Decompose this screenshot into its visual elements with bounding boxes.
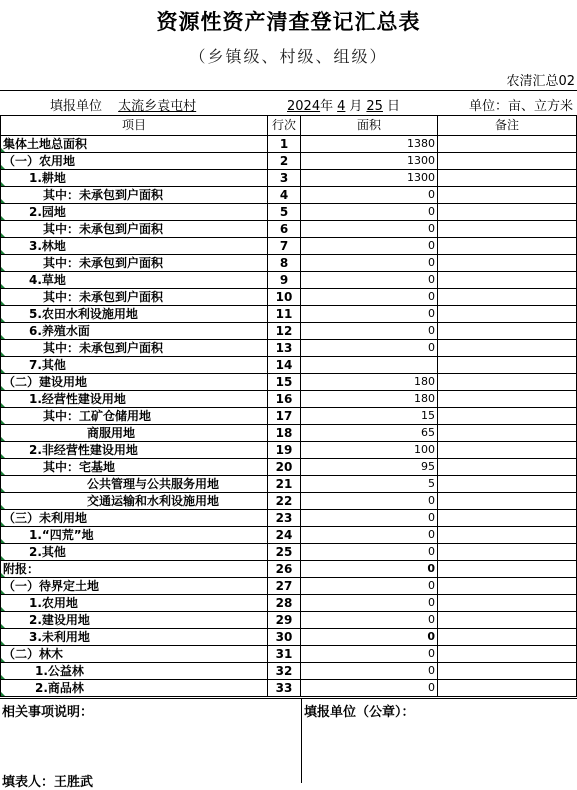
report-year: 2024	[287, 99, 321, 114]
row-note-cell	[438, 340, 577, 357]
row-area-value: 0	[301, 544, 438, 561]
row-item-label: 其中：未承包到户面积	[1, 255, 268, 272]
row-note-cell	[438, 289, 577, 306]
table-row	[1, 255, 577, 272]
row-line-number: 28	[268, 595, 301, 612]
summary-table	[0, 115, 577, 697]
row-item-label: 公共管理与公共服务用地	[1, 476, 268, 493]
table-row	[1, 442, 577, 459]
row-area-value: 0	[301, 187, 438, 204]
row-note-cell	[438, 578, 577, 595]
row-item-label: 7.其他	[1, 357, 268, 374]
row-line-number: 2	[268, 153, 301, 170]
row-item-label: 1.耕地	[1, 170, 268, 187]
row-line-number: 19	[268, 442, 301, 459]
row-line-number: 14	[268, 357, 301, 374]
table-row	[1, 425, 577, 442]
row-item-label: （二）建设用地	[1, 374, 268, 391]
row-item-label: 2.建设用地	[1, 612, 268, 629]
reporting-unit-value: 太流乡袁屯村	[118, 99, 197, 114]
table-row	[1, 527, 577, 544]
row-note-cell	[438, 323, 577, 340]
row-area-value: 1300	[301, 170, 438, 187]
row-item-label: 集体土地总面积	[1, 136, 268, 153]
row-area-value: 0	[301, 323, 438, 340]
row-note-cell	[438, 408, 577, 425]
page-subtitle: （乡镇级、村级、组级）	[189, 47, 388, 66]
row-area-value: 15	[301, 408, 438, 425]
table-row	[1, 136, 577, 153]
row-area-value: 5	[301, 476, 438, 493]
row-note-cell	[438, 136, 577, 153]
row-line-number: 24	[268, 527, 301, 544]
row-note-cell	[438, 561, 577, 578]
row-line-number: 29	[268, 612, 301, 629]
row-area-value: 0	[301, 238, 438, 255]
row-item-label: 2.园地	[1, 204, 268, 221]
row-item-label: （一）农用地	[1, 153, 268, 170]
table-row	[1, 272, 577, 289]
table-row	[1, 595, 577, 612]
table-row	[1, 204, 577, 221]
row-item-label: 1.“四荒”地	[1, 527, 268, 544]
table-row	[1, 646, 577, 663]
row-item-label: 交通运输和水利设施用地	[1, 493, 268, 510]
row-note-cell	[438, 663, 577, 680]
row-line-number: 17	[268, 408, 301, 425]
row-note-cell	[438, 510, 577, 527]
row-line-number: 25	[268, 544, 301, 561]
table-row	[1, 663, 577, 680]
row-item-label: 2.其他	[1, 544, 268, 561]
table-row	[1, 153, 577, 170]
row-note-cell	[438, 204, 577, 221]
row-item-label: 1.经营性建设用地	[1, 391, 268, 408]
table-row	[1, 391, 577, 408]
row-area-value: 0	[301, 527, 438, 544]
table-row	[1, 612, 577, 629]
row-area-value: 0	[301, 340, 438, 357]
row-item-label: 2.非经营性建设用地	[1, 442, 268, 459]
row-item-label: 6.养殖水面	[1, 323, 268, 340]
row-note-cell	[438, 357, 577, 374]
table-row	[1, 544, 577, 561]
row-item-label: 附报：	[1, 561, 268, 578]
column-header-item: 项目	[1, 116, 268, 136]
row-line-number: 20	[268, 459, 301, 476]
row-item-label: 其中：未承包到户面积	[1, 221, 268, 238]
row-item-label: 其中：工矿仓储用地	[1, 408, 268, 425]
row-note-cell	[438, 595, 577, 612]
row-area-value: 0	[301, 272, 438, 289]
table-row	[1, 238, 577, 255]
row-area-value: 0	[301, 510, 438, 527]
row-area-value: 95	[301, 459, 438, 476]
row-area-value: 0	[301, 289, 438, 306]
table-row	[1, 629, 577, 646]
row-area-value: 180	[301, 391, 438, 408]
table-row	[1, 680, 577, 697]
table-row	[1, 510, 577, 527]
row-note-cell	[438, 425, 577, 442]
row-item-label: 其中：未承包到户面积	[1, 289, 268, 306]
column-header-area: 面积	[301, 116, 438, 136]
row-note-cell	[438, 612, 577, 629]
row-item-label: 2.商品林	[1, 680, 268, 697]
row-item-label: （一）待界定土地	[1, 578, 268, 595]
column-header-line: 行次	[268, 116, 301, 136]
row-note-cell	[438, 391, 577, 408]
form-number: 农清汇总02	[506, 74, 575, 89]
row-note-cell	[438, 255, 577, 272]
row-line-number: 33	[268, 680, 301, 697]
row-line-number: 32	[268, 663, 301, 680]
row-area-value: 0	[301, 255, 438, 272]
row-note-cell	[438, 272, 577, 289]
row-area-value: 0	[301, 595, 438, 612]
row-item-label: 1.农用地	[1, 595, 268, 612]
column-header-note: 备注	[438, 116, 577, 136]
row-item-label: 其中：宅基地	[1, 459, 268, 476]
measure-unit: 单位：亩、立方米	[468, 99, 573, 114]
row-line-number: 3	[268, 170, 301, 187]
row-note-cell	[438, 629, 577, 646]
row-line-number: 7	[268, 238, 301, 255]
footer	[0, 698, 577, 790]
table-row	[1, 306, 577, 323]
day-suffix: 日	[386, 99, 400, 114]
row-note-cell	[438, 493, 577, 510]
row-line-number: 11	[268, 306, 301, 323]
row-note-cell	[438, 187, 577, 204]
row-note-cell	[438, 306, 577, 323]
row-area-value: 0	[301, 629, 438, 646]
row-note-cell	[438, 374, 577, 391]
month-suffix: 月	[349, 99, 363, 114]
row-note-cell	[438, 221, 577, 238]
row-item-label: 3.未利用地	[1, 629, 268, 646]
row-line-number: 1	[268, 136, 301, 153]
row-area-value: 0	[301, 561, 438, 578]
row-note-cell	[438, 476, 577, 493]
row-line-number: 4	[268, 187, 301, 204]
row-item-label: 5.农田水利设施用地	[1, 306, 268, 323]
page-title: 资源性资产清查登记汇总表	[156, 10, 421, 34]
table-header-row	[1, 116, 577, 136]
row-note-cell	[438, 238, 577, 255]
row-area-value: 100	[301, 442, 438, 459]
row-line-number: 13	[268, 340, 301, 357]
row-area-value: 0	[301, 306, 438, 323]
report-day: 25	[366, 99, 383, 114]
row-line-number: 22	[268, 493, 301, 510]
row-line-number: 6	[268, 221, 301, 238]
table-row	[1, 459, 577, 476]
row-item-label: 其中：未承包到户面积	[1, 187, 268, 204]
row-item-label: （三）未利用地	[1, 510, 268, 527]
row-line-number: 5	[268, 204, 301, 221]
row-area-value: 0	[301, 204, 438, 221]
report-date	[287, 95, 400, 114]
row-item-label: 1.公益林	[1, 663, 268, 680]
row-area-value: 0	[301, 493, 438, 510]
year-suffix: 年	[320, 99, 334, 114]
reporting-unit-label: 填报单位	[50, 99, 103, 114]
row-line-number: 15	[268, 374, 301, 391]
table-row	[1, 187, 577, 204]
row-area-value: 0	[301, 578, 438, 595]
table-row	[1, 476, 577, 493]
footer-divider	[301, 699, 302, 783]
row-note-cell	[438, 646, 577, 663]
row-line-number: 23	[268, 510, 301, 527]
row-area-value: 180	[301, 374, 438, 391]
row-line-number: 12	[268, 323, 301, 340]
row-area-value: 65	[301, 425, 438, 442]
row-area-value: 0	[301, 663, 438, 680]
row-note-cell	[438, 680, 577, 697]
row-line-number: 31	[268, 646, 301, 663]
row-line-number: 10	[268, 289, 301, 306]
table-row	[1, 221, 577, 238]
row-item-label: （二）林木	[1, 646, 268, 663]
row-area-value: 1300	[301, 153, 438, 170]
table-row	[1, 493, 577, 510]
row-line-number: 9	[268, 272, 301, 289]
notes-label: 相关事项说明：	[2, 705, 94, 720]
row-line-number: 30	[268, 629, 301, 646]
row-line-number: 16	[268, 391, 301, 408]
row-area-value: 0	[301, 680, 438, 697]
row-area-value: 0	[301, 612, 438, 629]
filler-label: 填表人：王胜武	[2, 775, 94, 790]
table-row	[1, 323, 577, 340]
row-note-cell	[438, 153, 577, 170]
row-item-label: 其中：未承包到户面积	[1, 340, 268, 357]
row-line-number: 27	[268, 578, 301, 595]
row-area-value: 1380	[301, 136, 438, 153]
seal-label: 填报单位（公章）：	[304, 705, 415, 720]
row-note-cell	[438, 442, 577, 459]
row-item-label: 商服用地	[1, 425, 268, 442]
row-line-number: 18	[268, 425, 301, 442]
table-row	[1, 578, 577, 595]
row-line-number: 26	[268, 561, 301, 578]
table-row	[1, 374, 577, 391]
row-area-value	[301, 357, 438, 374]
row-note-cell	[438, 170, 577, 187]
report-month: 4	[337, 99, 346, 114]
table-row	[1, 289, 577, 306]
table-body	[1, 136, 577, 697]
row-item-label: 4.草地	[1, 272, 268, 289]
row-area-value: 0	[301, 221, 438, 238]
row-line-number: 21	[268, 476, 301, 493]
row-note-cell	[438, 527, 577, 544]
row-line-number: 8	[268, 255, 301, 272]
row-item-label: 3.林地	[1, 238, 268, 255]
table-row	[1, 357, 577, 374]
table-row	[1, 170, 577, 187]
table-row	[1, 408, 577, 425]
row-area-value: 0	[301, 646, 438, 663]
row-note-cell	[438, 544, 577, 561]
reporting-unit	[50, 95, 244, 114]
row-note-cell	[438, 459, 577, 476]
table-row	[1, 561, 577, 578]
table-row	[1, 340, 577, 357]
header-divider	[0, 90, 577, 91]
